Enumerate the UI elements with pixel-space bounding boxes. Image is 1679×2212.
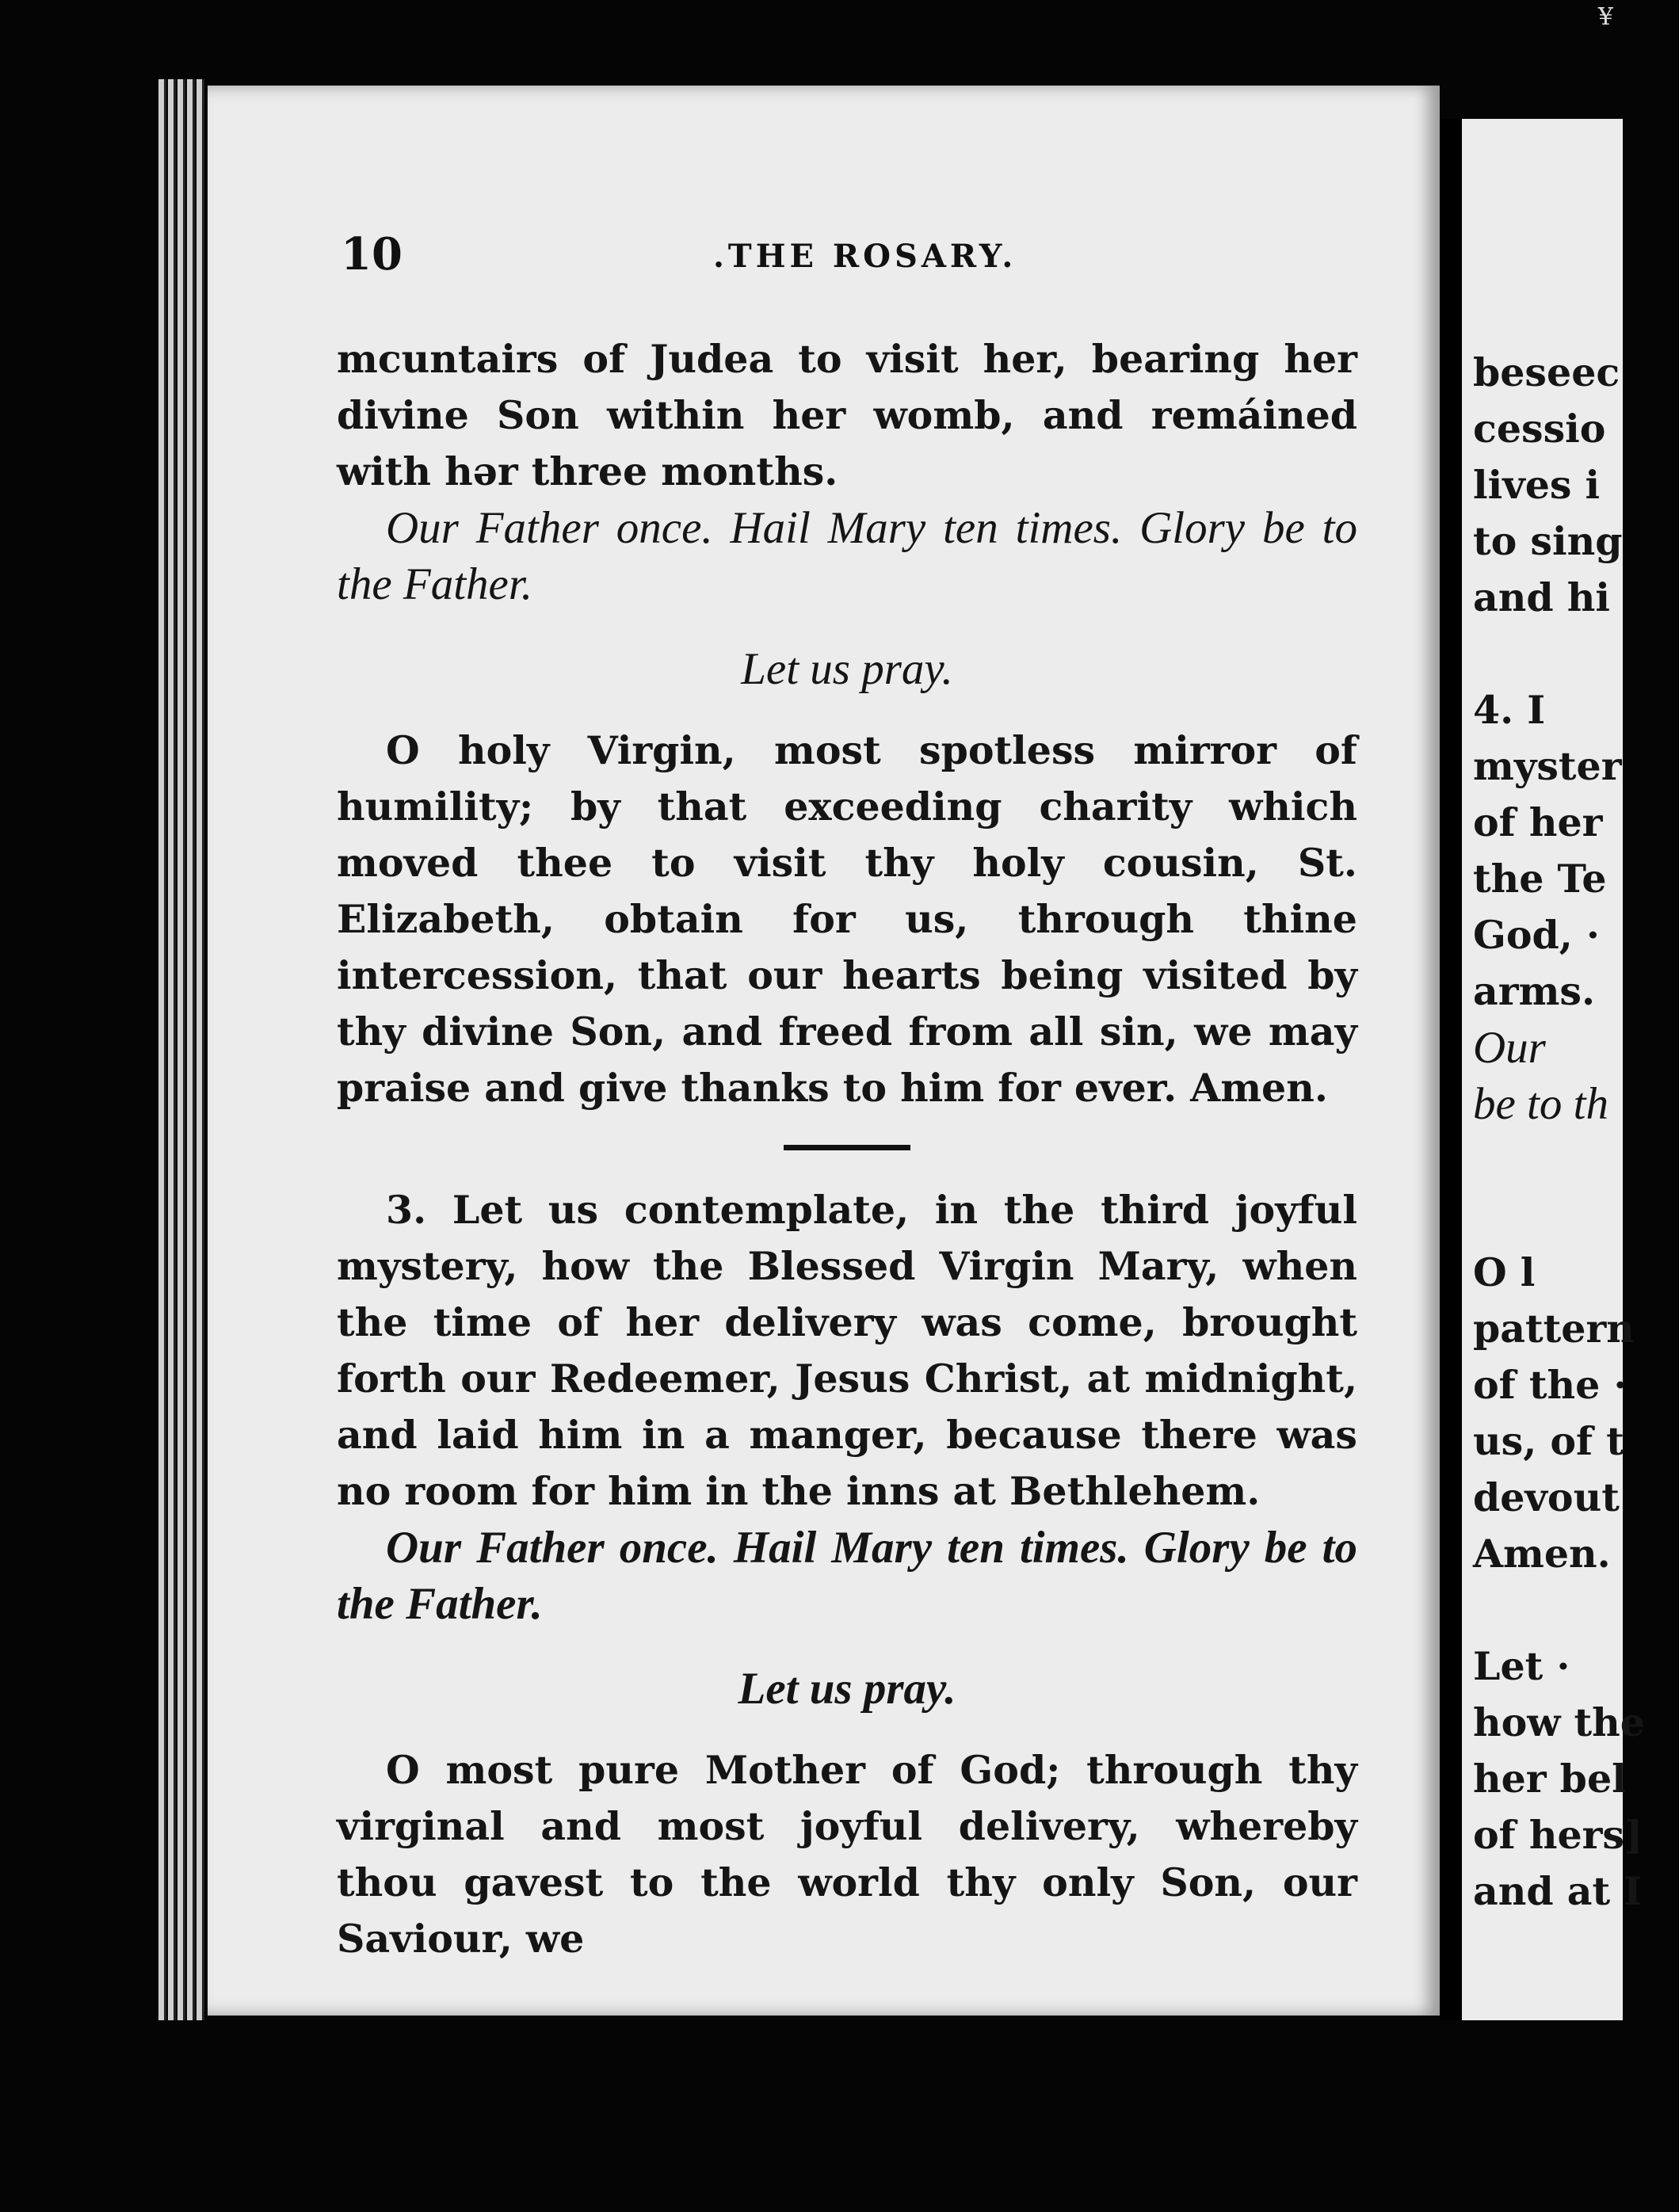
right-page xyxy=(1462,119,1645,2020)
page-body xyxy=(337,331,1357,1967)
corner-mark: ¥ xyxy=(1597,3,1613,31)
book-gutter xyxy=(1440,119,1462,2020)
right-page-line: and hi xyxy=(1473,574,1610,620)
right-page-line: cessio xyxy=(1473,406,1606,452)
right-page-line: devout xyxy=(1473,1474,1620,1520)
right-page-line: O l xyxy=(1473,1249,1536,1295)
page-number: 10 xyxy=(341,228,403,280)
right-page-line: arms. xyxy=(1473,968,1596,1014)
right-page-line: lives i xyxy=(1473,462,1601,508)
right-page-line: of her xyxy=(1473,799,1603,845)
right-page-line xyxy=(1473,626,1679,682)
paragraph-third-mystery: 3. Let us contemplate, in the third joyful mystery, how the Blessed Virgin Mary, when the time of her delivery was come, brought forth our Redeemer, Jesus Christ, at midnight, and laid him in a manger, because there was no room for him in the inns at Bethlehem. xyxy=(337,1187,1357,1514)
paragraph-holy-virgin: O holy Virgin, most spotless mirror of humility; by that exceeding charity which moved thee to visit thy holy cousin, St. Elizabeth, obtain for us, through thine intercession, that our hearts being visited by thy divine Son, and freed from all sin, we may praise and give thanks to him for ever. Amen. xyxy=(337,727,1357,1111)
right-page-line: of hers] xyxy=(1473,1812,1643,1858)
paragraph-mountains: mcuntairs of Judea to visit her, bearing her divine Son within her womb, and remáined with hər three months. xyxy=(337,336,1357,494)
right-page-line: her bel xyxy=(1473,1756,1627,1802)
right-page-line xyxy=(1473,1132,1679,1188)
running-title: .THE ROSARY. xyxy=(713,238,1017,275)
right-page-line: God, · xyxy=(1473,912,1600,958)
right-page-text xyxy=(1473,345,1679,1920)
right-page-line: how the xyxy=(1473,1699,1645,1745)
page-stack-edges xyxy=(158,79,214,2020)
heading-let-us-pray-2: Let us pray. xyxy=(738,1664,956,1714)
right-page-line: us, of t xyxy=(1473,1418,1624,1464)
right-page-line: Let · xyxy=(1473,1643,1570,1689)
right-page-line: Amen. xyxy=(1473,1531,1611,1577)
right-page-line: and at I xyxy=(1473,1868,1643,1914)
right-page-line: beseec xyxy=(1473,349,1620,395)
right-page-line: of the · xyxy=(1473,1362,1627,1408)
right-page-line: Our xyxy=(1473,1023,1546,1073)
right-page-line: be to th xyxy=(1473,1079,1608,1129)
right-page-line: pattern xyxy=(1473,1306,1635,1352)
prayer-instruction-2: Our Father once. Hail Mary ten times. Glory be to the Father. xyxy=(337,1523,1357,1629)
right-page-line xyxy=(1473,1582,1679,1638)
right-page-line: 4. I xyxy=(1473,687,1546,733)
heading-let-us-pray-1: Let us pray. xyxy=(741,644,953,694)
right-page-line: myster xyxy=(1473,743,1622,789)
prayer-instruction-1: Our Father once. Hail Mary ten times. Glory be to the Father. xyxy=(337,503,1357,609)
section-rule xyxy=(784,1145,910,1150)
paragraph-most-pure-mother: O most pure Mother of God; through thy virginal and most joyful delivery, whereby thou gavest to the world thy only Son, our Saviour, we xyxy=(337,1747,1357,1962)
right-page-line: to sing xyxy=(1473,518,1623,564)
right-page-line xyxy=(1473,1188,1679,1245)
right-page-line: the Te xyxy=(1473,856,1607,902)
